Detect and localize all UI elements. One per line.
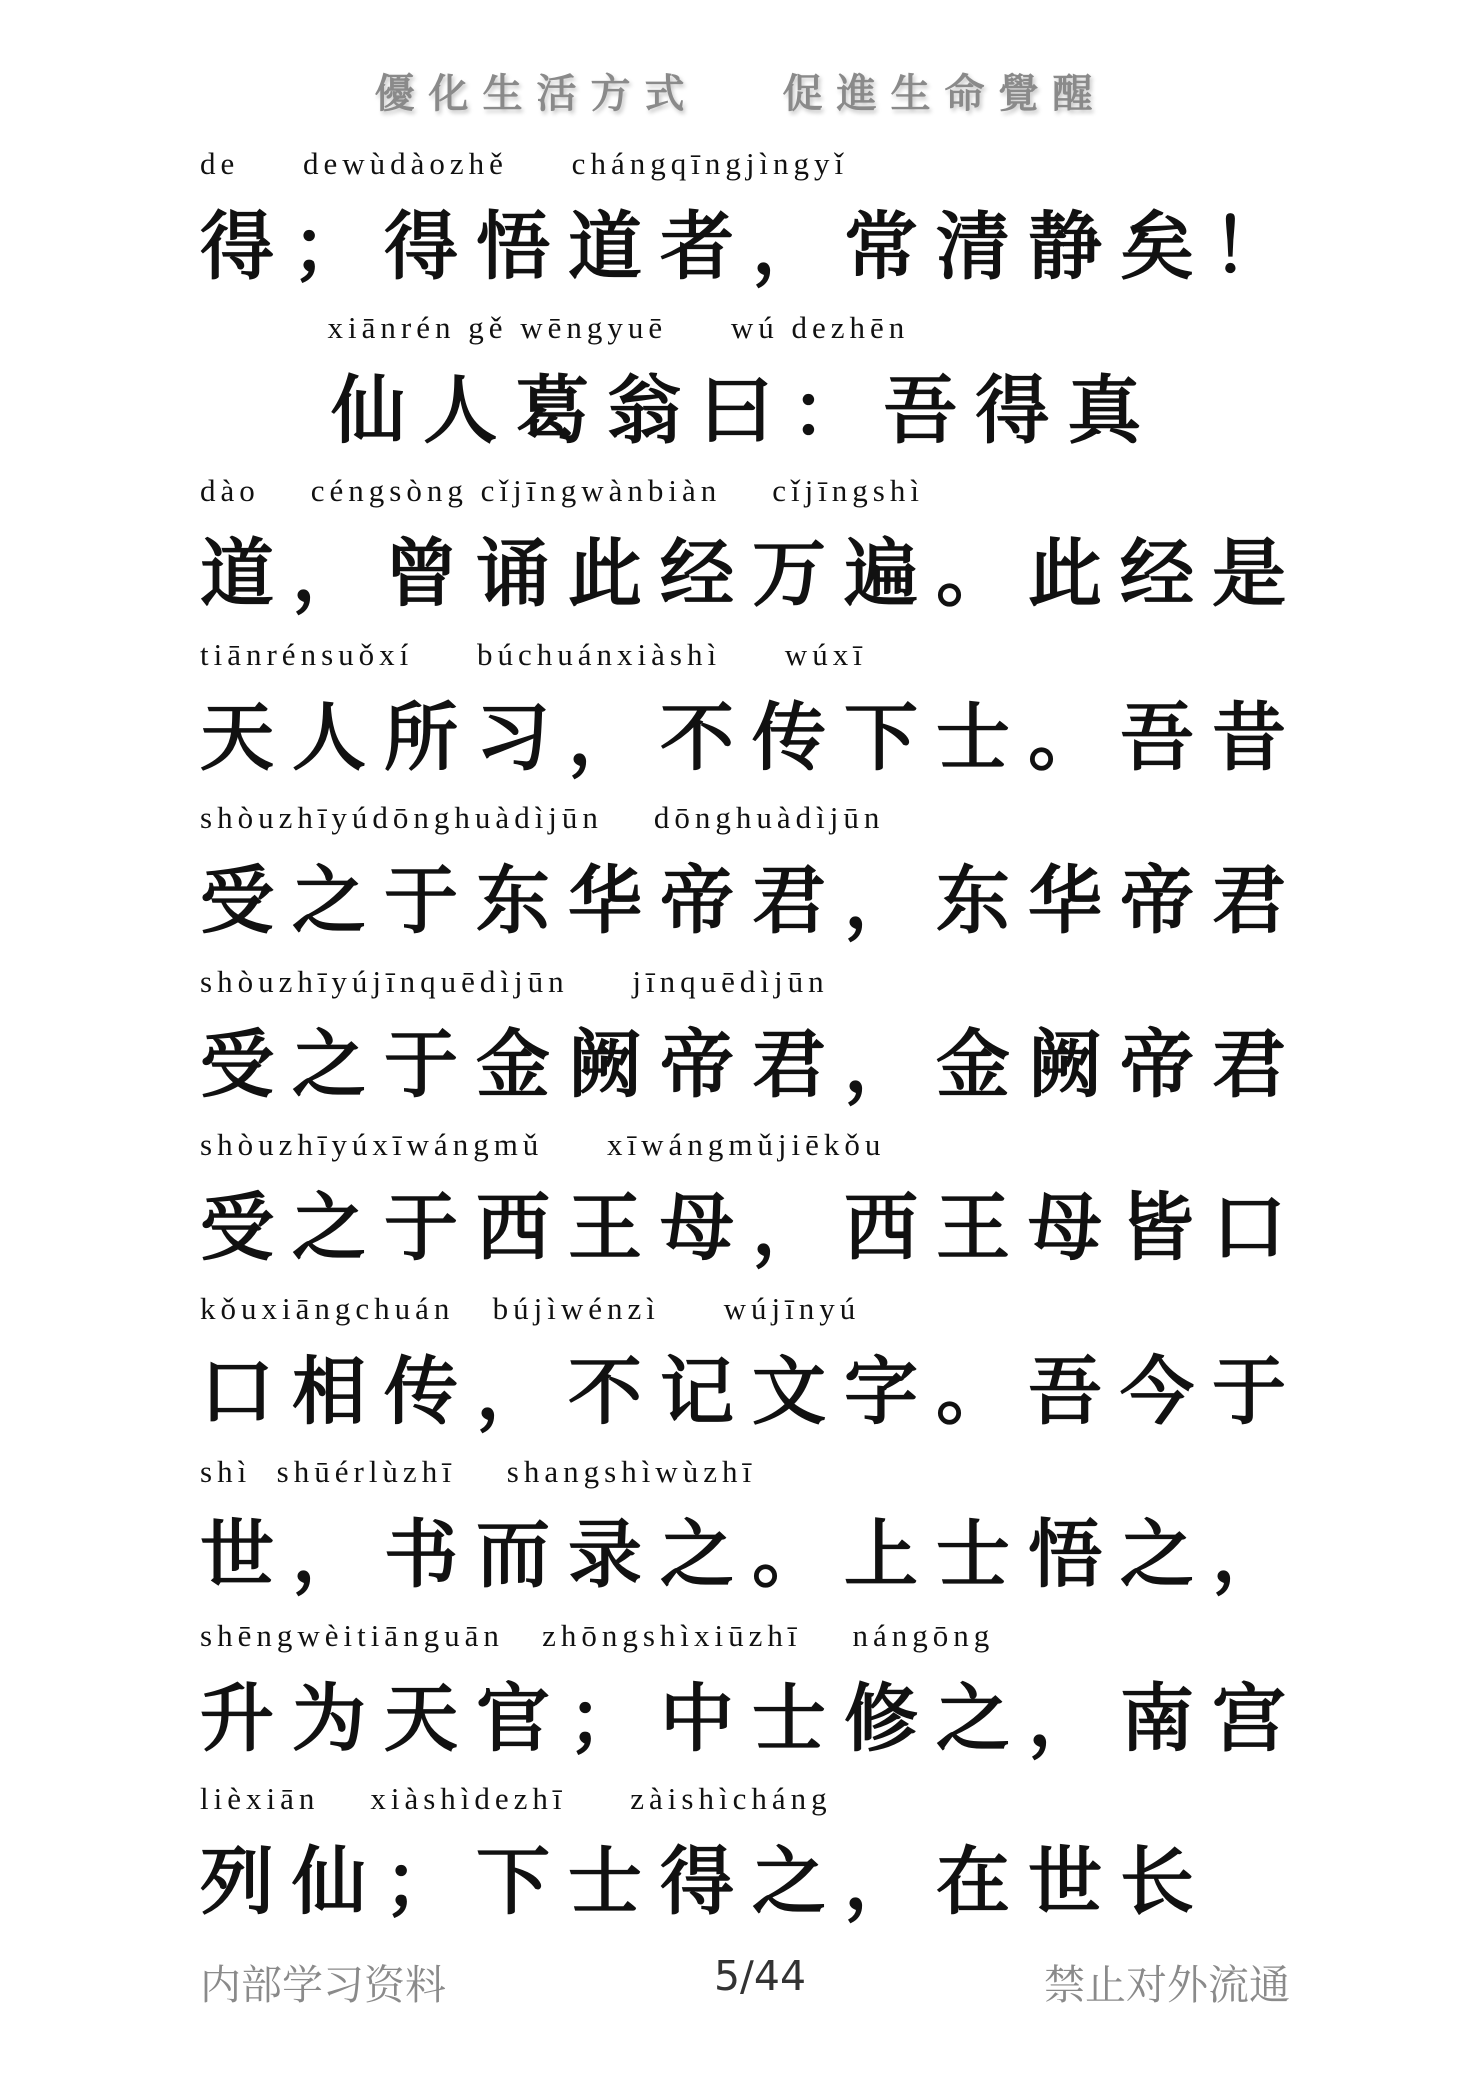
header-motto-left: 優化生活方式: [374, 71, 699, 117]
pinyin-line: lièxiān xiàshìdezhī zàishìcháng: [200, 1781, 832, 1816]
text-line: [200, 1765, 1300, 1929]
header-motto-right: 促進生命覺醒: [782, 71, 1107, 117]
pinyin-line: shì shūérlùzhī shangshìwùzhī: [200, 1454, 757, 1489]
page-header: [0, 62, 1481, 119]
text-line: [200, 784, 1304, 948]
hanzi-line: 受之于东华帝君，东华帝君: [200, 858, 1304, 944]
pinyin-line: shòuzhīyúxīwángmǔ xīwángmǔjiēkǒu: [200, 1127, 886, 1162]
footer-note-right: 禁止对外流通: [1044, 1961, 1290, 2009]
pinyin-line: dào céngsòng cǐjīngwànbiàn cǐjīngshì: [200, 473, 924, 508]
page-footer: [200, 1952, 1290, 2008]
page-number: 5/44: [713, 1952, 807, 2000]
hanzi-line: 口相传，不记文字。吾今于: [200, 1348, 1304, 1435]
pinyin-line: xiānrén gě wēngyuē wú dezhēn: [200, 309, 910, 345]
text-line: [200, 948, 1304, 1112]
text-line: [200, 1438, 1304, 1602]
text-line: [200, 1602, 1304, 1766]
hanzi-line: 升为天官；中士修之，南宫: [200, 1675, 1304, 1762]
hanzi-line: 世，书而录之。上士悟之，: [200, 1512, 1304, 1598]
text-line: [200, 621, 1304, 785]
hanzi-line: 仙人葛翁曰：吾得真: [200, 367, 1160, 454]
hanzi-line: 道，曾诵此经万遍。此经是: [200, 531, 1304, 617]
scripture-text: [200, 130, 1304, 1929]
pinyin-line: shòuzhīyúdōnghuàdìjūn dōnghuàdìjūn: [200, 800, 885, 835]
pinyin-line: kǒuxiāngchuán bújìwénzì wújīnyú: [200, 1290, 861, 1326]
hanzi-line: 天人所习，不传下士。吾昔: [200, 694, 1304, 781]
hanzi-line: 得；得悟道者，常清静矣！: [200, 204, 1304, 290]
text-line: [200, 457, 1304, 621]
text-line: [200, 130, 1304, 294]
footer-note-left: 内部学习资料: [200, 1961, 446, 2009]
text-line: [200, 294, 1300, 458]
hanzi-line: 列仙；下士得之，在世长: [200, 1839, 1212, 1925]
text-line: [200, 1111, 1304, 1275]
text-line: [200, 1275, 1304, 1439]
pinyin-line: shēngwèitiānguān zhōngshìxiūzhī nángōng: [200, 1617, 995, 1653]
hanzi-line: 受之于西王母，西王母皆口: [200, 1185, 1304, 1271]
pinyin-line: tiānrénsuǒxí búchuánxiàshì wúxī: [200, 636, 867, 672]
pinyin-line: de dewùdàozhě chángqīngjìngyǐ: [200, 146, 849, 181]
pinyin-line: shòuzhīyújīnquēdìjūn jīnquēdìjūn: [200, 963, 829, 999]
hanzi-line: 受之于金阙帝君，金阙帝君: [200, 1021, 1304, 1108]
